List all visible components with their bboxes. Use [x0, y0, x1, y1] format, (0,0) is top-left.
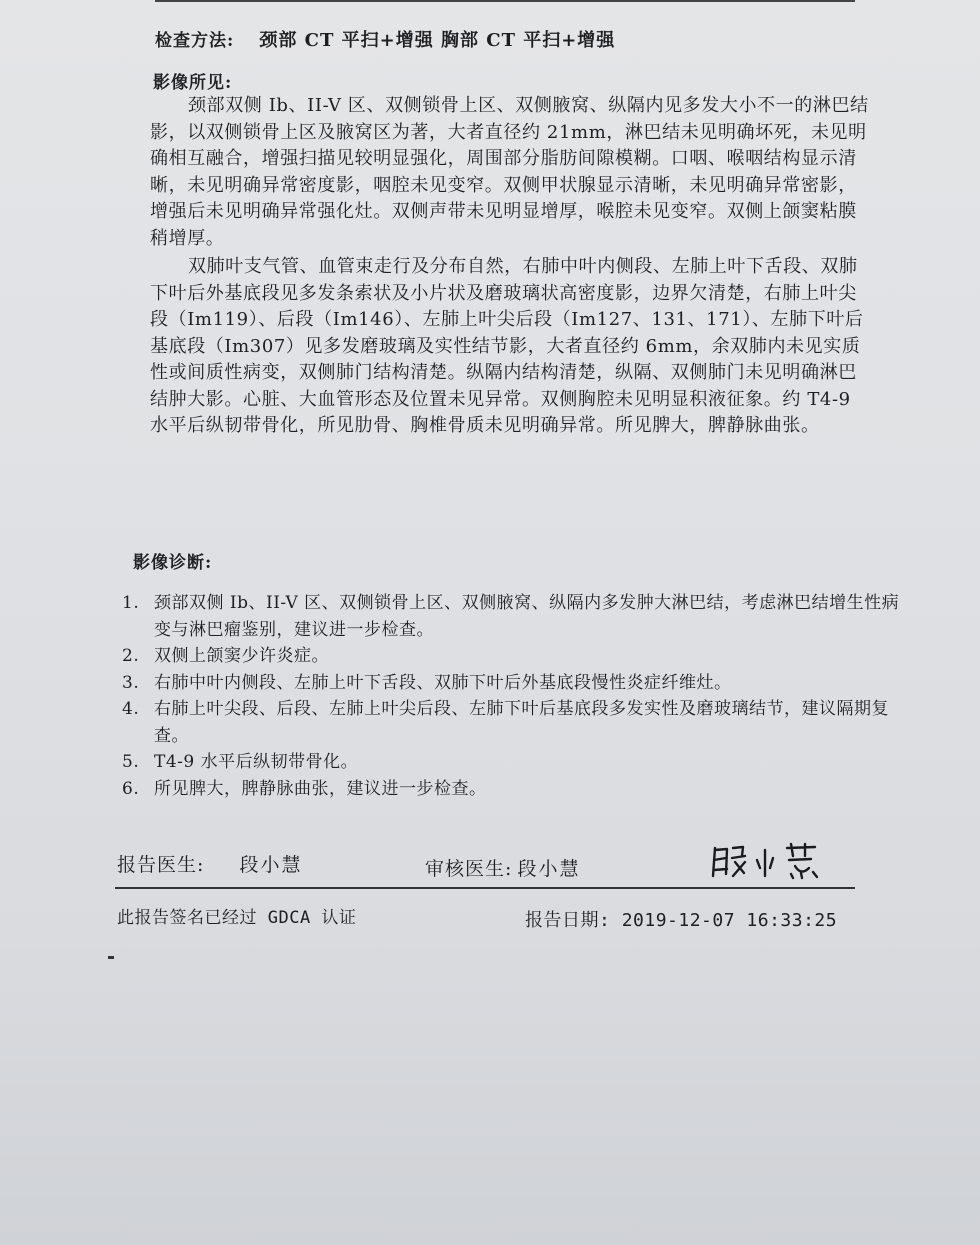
- diagnosis-item-text: 颈部双侧 Ib、II-V 区、双侧锁骨上区、双侧腋窝、纵隔内多发肿大淋巴结，考虑淋巴结增生性病变与淋巴瘤鉴别，建议进一步检查。: [154, 593, 900, 640]
- diagnosis-item-number: 1.: [122, 593, 140, 613]
- reviewer-label: 审核医生:: [425, 858, 513, 880]
- diagnosis-item: [122, 590, 902, 643]
- reporter-name: 段小慧: [239, 854, 303, 876]
- diagnosis-item-text: T4-9 水平后纵韧带骨化。: [154, 752, 359, 772]
- reviewer-row: [425, 854, 581, 881]
- findings-text: [150, 93, 875, 440]
- diagnosis-list: [122, 590, 902, 802]
- diagnosis-item: [122, 776, 902, 803]
- reporter-row: [117, 850, 303, 877]
- certification-note: 此报告签名已经过 GDCA 认证: [117, 908, 357, 928]
- ink-mark: [108, 956, 114, 959]
- reviewer-name: 段小慧: [517, 858, 581, 880]
- diagnosis-item: [122, 643, 902, 670]
- diagnosis-item: [122, 749, 902, 776]
- diagnosis-item: [122, 696, 902, 749]
- diagnosis-item-number: 3.: [122, 672, 140, 693]
- report-date-row: [525, 906, 837, 932]
- diagnosis-item-number: 6.: [122, 778, 140, 799]
- exam-method-row: [155, 26, 615, 52]
- findings-paragraph-chest: 双肺叶支气管、血管束走行及分布自然，右肺中叶内侧段、左肺上叶下舌段、双肺下叶后外基底段见多发条索状及小片状及磨玻璃状高密度影，边界欠清楚，右肺上叶尖段（Im119）、后段（Im146）、左肺上叶尖后段（Im127、131、171）、左肺下叶后基底段（Im307）见多发磨玻璃及实性结节影，大者直径约 6mm，余双肺内未见实质性或间质性病变，双侧肺门结构清楚。纵隔内结构清楚，纵隔、双侧肺门未见明确淋巴结肿大影。心脏、大血管形态及位置未见异常。双侧胸腔未见明显积液征象。约 T4-9 水平后纵韧带骨化，所见肋骨、胸椎骨质未见明确异常。所见脾大，脾静脉曲张。: [150, 256, 864, 436]
- findings-heading: 影像所见:: [153, 73, 233, 93]
- diagnosis-item-text: 双侧上颌窦少许炎症。: [154, 646, 329, 666]
- report-date-value: 2019-12-07 16:33:25: [621, 910, 838, 931]
- diagnosis-item-number: 2.: [122, 646, 140, 666]
- signature-divider: [115, 887, 855, 889]
- diagnosis-item-text: 右肺中叶内侧段、左肺上叶下舌段、双肺下叶后外基底段慢性炎症纤维灶。: [154, 672, 732, 693]
- findings-paragraph-neck: 颈部双侧 Ib、II-V 区、双侧锁骨上区、双侧腋窝、纵隔内见多发大小不一的淋巴结影，以双侧锁骨上区及腋窝区为著，大者直径约 21mm，淋巴结未见明确坏死，未见明确相互融合，增强扫描见较明显强化，周围部分脂肪间隙模糊。口咽、喉咽结构显示清晰，未见明确异常密度影，咽腔未见变窄。双侧甲状腺显示清晰，未见明确异常密影，增强后未见明确异常强化灶。双侧声带未见明显增厚，喉腔未见变窄。双侧上颌窦粘膜稍增厚。: [150, 95, 869, 249]
- top-border-line: [155, 0, 855, 2]
- diagnosis-item-number: 5.: [122, 752, 140, 772]
- reporter-label: 报告医生:: [117, 854, 205, 876]
- diagnosis-item-text: 右肺上叶尖段、后段、左肺上叶尖后段、左肺下叶后基底段多发实性及磨玻璃结节，建议隔期复查。: [154, 699, 889, 746]
- exam-method-value: 颈部 CT 平扫+增强 胸部 CT 平扫+增强: [259, 30, 616, 51]
- diagnosis-item: [122, 670, 902, 697]
- handwritten-signature: [705, 840, 825, 885]
- diagnosis-heading: 影像诊断:: [133, 553, 213, 573]
- diagnosis-item-text: 所见脾大，脾静脉曲张，建议进一步检查。: [154, 778, 487, 799]
- exam-method-label: 检查方法:: [155, 31, 235, 51]
- report-date-label: 报告日期:: [525, 910, 611, 931]
- diagnosis-item-number: 4.: [122, 699, 140, 719]
